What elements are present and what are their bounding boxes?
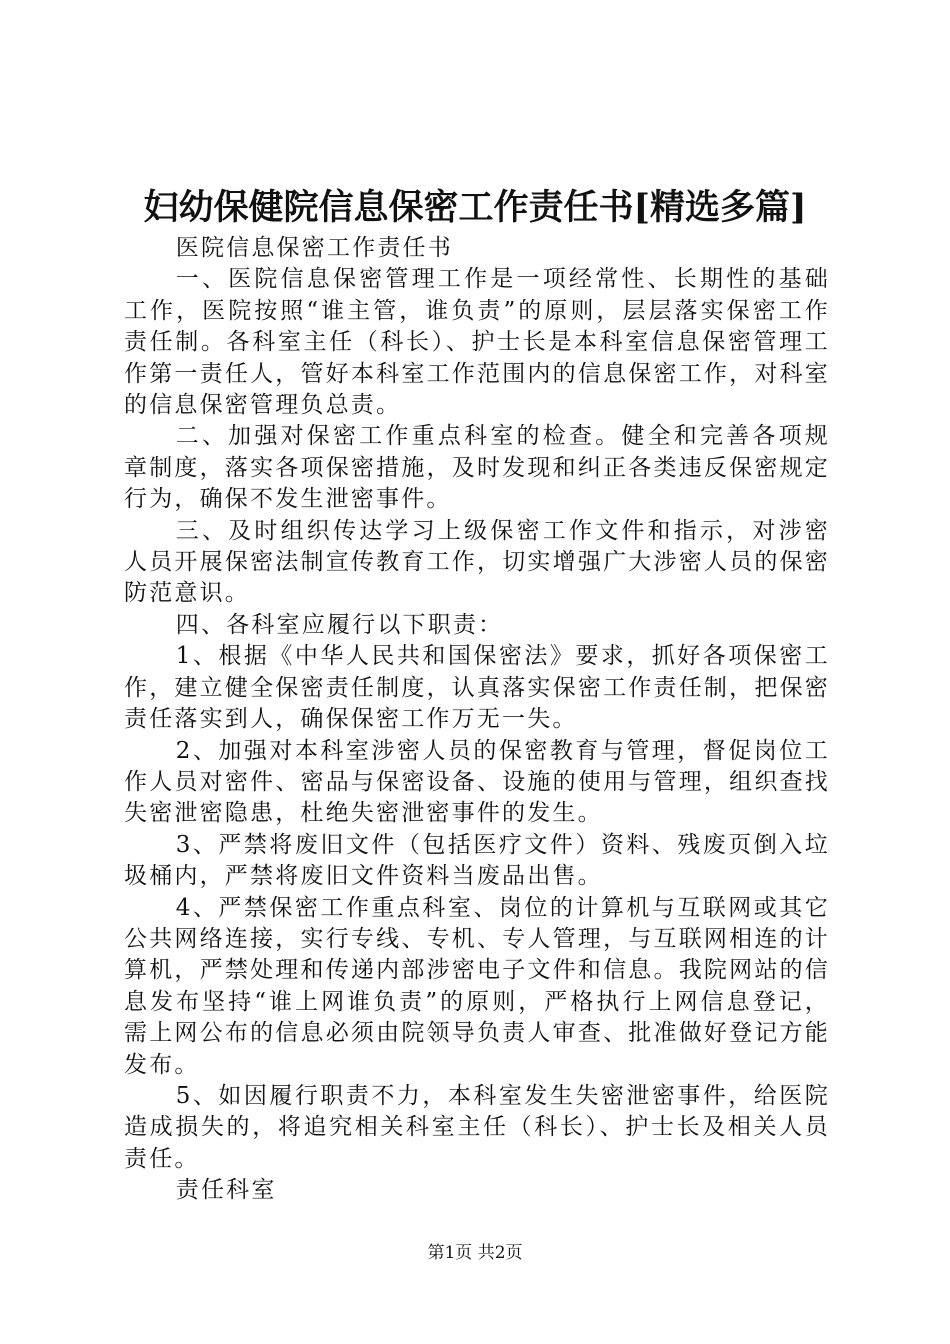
paragraph-heading: 医院信息保密工作责任书 [175, 235, 453, 261]
paragraph-4-1: 1、根据《中华人民共和国保密法》要求，抓好各项保密工作，建立健全保密责任制度，认真落实保密工作责任制，把保密责任落实到人，确保保密工作万无一失。 [124, 643, 830, 733]
paragraph-4-5: 5、如因履行职责不力，本科室发生失密泄密事件，给医院造成损失的，将追究相关科室主任（科长）、护士长及相关人员责任。 [124, 1082, 830, 1172]
paragraph-3: 三、及时组织传达学习上级保密工作文件和指示，对涉密人员开展保密法制宣传教育工作，切实增强广大涉密人员的保密防范意识。 [124, 517, 830, 607]
paragraph-2: 二、加强对保密工作重点科室的检查。健全和完善各项规章制度，落实各项保密措施，及时发现和纠正各类违反保密规定行为，确保不发生泄密事件。 [124, 423, 830, 513]
page-footer: 第1页 共2页 [427, 1243, 523, 1263]
paragraph-4-2: 2、加强对本科室涉密人员的保密教育与管理，督促岗位工作人员对密件、密品与保密设备、设施的使用与管理，组织查找失密泄密隐患，杜绝失密泄密事件的发生。 [124, 737, 830, 827]
document-body [124, 233, 830, 1207]
paragraph-responsible-dept: 责任科室 [175, 1177, 277, 1204]
document-title: 妇幼保健院信息保密工作责任书[精选多篇] [143, 187, 807, 228]
paragraph-4: 四、各科室应履行以下职责： [175, 611, 504, 638]
paragraph-4-4: 4、严禁保密工作重点科室、岗位的计算机与互联网或其它公共网络连接，实行专线、专机、专人管理，与互联网相连的计算机，严禁处理和传递内部涉密电子文件和信息。我院网站的信息发布坚持“谁上网谁负责”的原则，严格执行上网信息登记，需上网公布的信息必须由院领导负责人审查、批准做好登记方能发布。 [124, 894, 830, 1078]
paragraph-4-3: 3、严禁将废旧文件（包括医疗文件）资料、残废页倒入垃圾桶内，严禁将废旧文件资料当废品出售。 [124, 831, 830, 890]
paragraph-1: 一、医院信息保密管理工作是一项经常性、长期性的基础工作，医院按照“谁主管，谁负责”的原则，层层落实保密工作责任制。各科室主任（科长）、护士长是本科室信息保密管理工作第一责任人，管好本科室工作范围内的信息保密工作，对科室的信息保密管理负总责。 [124, 266, 830, 419]
